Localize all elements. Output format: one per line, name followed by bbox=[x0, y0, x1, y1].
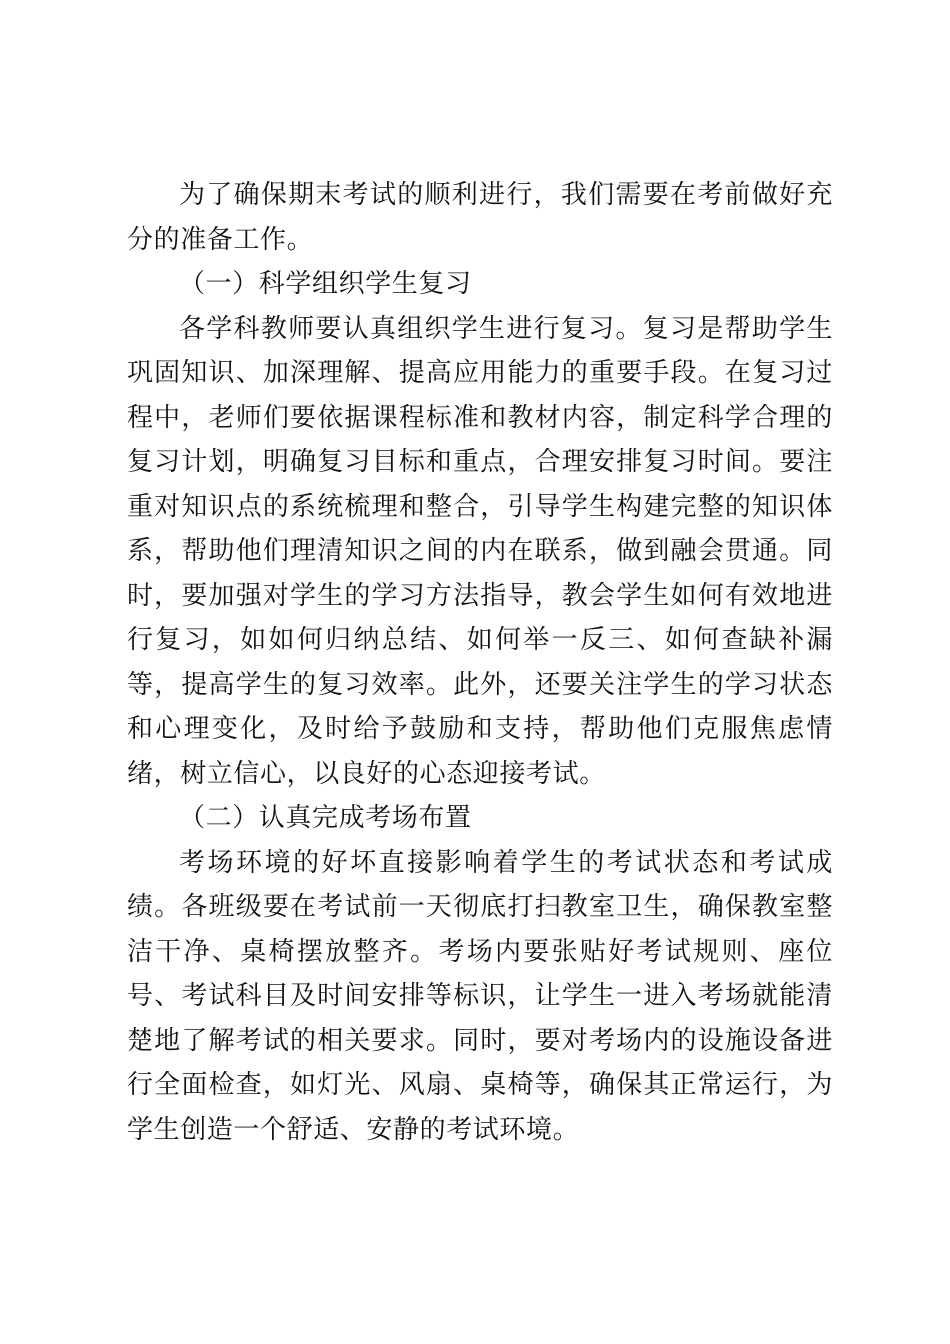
paragraph-review: 各学科教师要认真组织学生进行复习。复习是帮助学生巩固知识、加深理解、提高应用能力的重要手段。在复习过程中，老师们要依据课程标准和教材内容，制定科学合理的复习计划，明确复习目标和重点，合理安排复习时间。要注重对知识点的系统梳理和整合，引导学生构建完整的知识体系，帮助他们理清知识之间的内在联系，做到融会贯通。同时，要加强对学生的学习方法指导，教会学生如何有效地进行复习，如如何归纳总结、如何举一反三、如何查缺补漏等，提高学生的复习效率。此外，还要关注学生的学习状态和心理变化，及时给予鼓励和支持，帮助他们克服焦虑情绪，树立信心，以良好的心态迎接考试。 bbox=[127, 313, 833, 789]
paragraph-intro: 为了确保期末考试的顺利进行，我们需要在考前做好充分的准备工作。 bbox=[127, 180, 833, 255]
paragraph-exam-room: 考场环境的好坏直接影响着学生的考试状态和考试成绩。各班级要在考试前一天彻底打扫教室卫生，确保教室整洁干净、桌椅摆放整齐。考场内要张贴好考试规则、座位号、考试科目及时间安排等标识，让学生一进入考场就能清楚地了解考试的相关要求。同时，要对考场内的设施设备进行全面检查，如灯光、风扇、桌椅等，确保其正常运行，为学生创造一个舒适、安静的考试环境。 bbox=[127, 847, 833, 1145]
section-heading-2: （二）认真完成考场布置 bbox=[179, 803, 472, 833]
section-heading-1: （一）科学组织学生复习 bbox=[179, 269, 472, 299]
document-body bbox=[127, 173, 833, 1152]
